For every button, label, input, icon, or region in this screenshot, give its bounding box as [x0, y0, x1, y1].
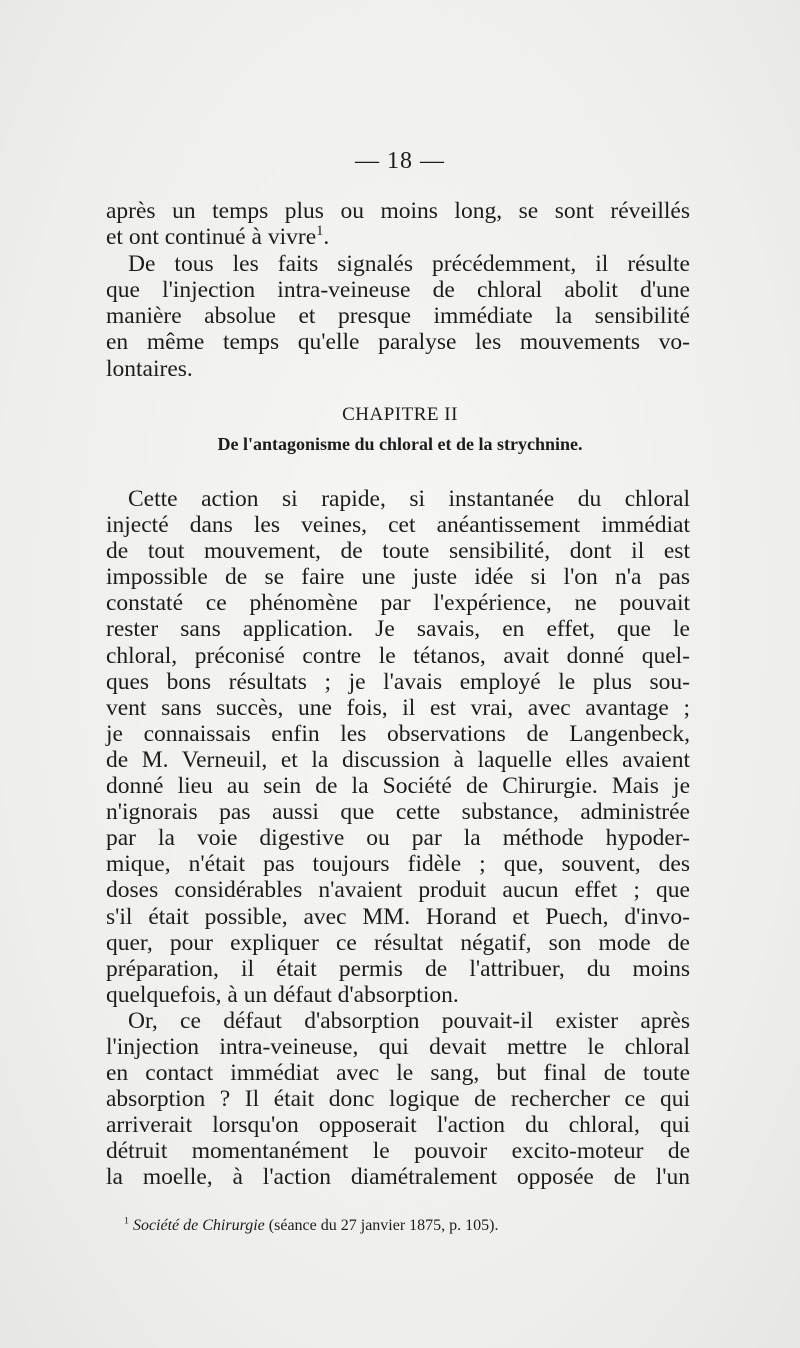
text-line: constaté ce phénomène par l'expérience, ne pouvait	[106, 590, 690, 617]
text-line: quer, pour expliquer ce résultat négatif, son mode de	[106, 929, 690, 956]
chapter-subtitle: De l'antagonisme du chloral et de la strychnine.	[217, 434, 583, 454]
text-line: manière absolue et presque immédiate la sensibilité	[106, 303, 690, 330]
text-line: injecté dans les veines, cet anéantissement immédiat	[106, 512, 690, 539]
text-line: l'injection intra-veineuse, qui devait mettre le chloral	[106, 1033, 690, 1060]
text-line: en même temps qu'elle paralyse les mouvements vo-	[106, 329, 690, 356]
main-paragraphs	[106, 486, 690, 1191]
text-line: je connaissais enfin les observations de Langenbeck,	[106, 720, 690, 747]
text-line: s'il était possible, avec MM. Horand et Puech, d'invo-	[106, 903, 690, 930]
text-line: Or, ce défaut d'absorption pouvait-il exister après	[128, 1007, 690, 1034]
text-line: en contact immédiat avec le sang, but final de toute	[106, 1060, 690, 1087]
text-line: mique, n'était pas toujours fidèle ; que, souvent, des	[106, 851, 690, 878]
opening-paragraphs	[106, 198, 690, 382]
text-line: la moelle, à l'action diamétralement opposée de l'un	[106, 1164, 690, 1191]
text-line: de tout mouvement, de toute sensibilité, dont il est	[106, 538, 690, 565]
footnote-detail: (séance du 27 janvier 1875, p. 105).	[268, 1217, 499, 1234]
text-line: que l'injection intra-veineuse de chloral abolit d'une	[106, 276, 690, 303]
text-line: De tous les faits signalés précédemment, il résulte	[128, 250, 690, 277]
text-line: chloral, préconisé contre le tétanos, avait donné quel-	[106, 642, 690, 669]
text-line: lontaires.	[106, 355, 193, 382]
text-line: arriverait lorsqu'on opposerait l'action du chloral, qui	[106, 1112, 690, 1139]
text-line: quelquefois, à un défaut d'absorption.	[106, 981, 459, 1008]
text-line: doses considérables n'avaient produit aucun effet ; que	[106, 877, 690, 904]
text-line-with-footnote: et ont continué à vivre$^1$.	[106, 223, 330, 251]
text-line: Cette action si rapide, si instantanée du chloral	[128, 486, 690, 512]
text-line: et ont continué à vivre	[106, 224, 317, 251]
footnote-marker: 1	[316, 223, 324, 240]
footnote-number: 1	[124, 1215, 129, 1227]
text-line: après un temps plus ou moins long, se sont réveillés	[106, 198, 690, 224]
text-line: vent sans succès, une fois, il est vrai, avec avantage ;	[106, 694, 690, 721]
text-line: donné lieu au sein de la Société de Chirurgie. Mais je	[106, 773, 690, 800]
footnote-source: Société de Chirurgie	[132, 1217, 265, 1234]
text-line: impossible de se faire une juste idée si l'on n'a pas	[106, 564, 690, 591]
text-line: n'ignorais pas aussi que cette substance, administrée	[106, 799, 690, 826]
chapter-title: CHAPITRE II	[342, 404, 458, 425]
text-line: détruit momentanément le pouvoir excito-moteur de	[106, 1138, 690, 1165]
text-line: absorption ? Il était donc logique de rechercher ce qui	[106, 1086, 690, 1113]
text-line: de M. Verneuil, et la discussion à laquelle elles avaient	[106, 746, 690, 773]
text-line: par la voie digestive ou par la méthode hypoder-	[106, 825, 690, 852]
text-line: ques bons résultats ; je l'avais employé le plus sou-	[106, 668, 690, 695]
footnote	[124, 1217, 499, 1235]
text-line: rester sans application. Je savais, en effet, que le	[106, 616, 690, 643]
text-line: préparation, il était permis de l'attribuer, du moins	[106, 955, 690, 982]
page-number: — 18 —	[355, 148, 445, 174]
